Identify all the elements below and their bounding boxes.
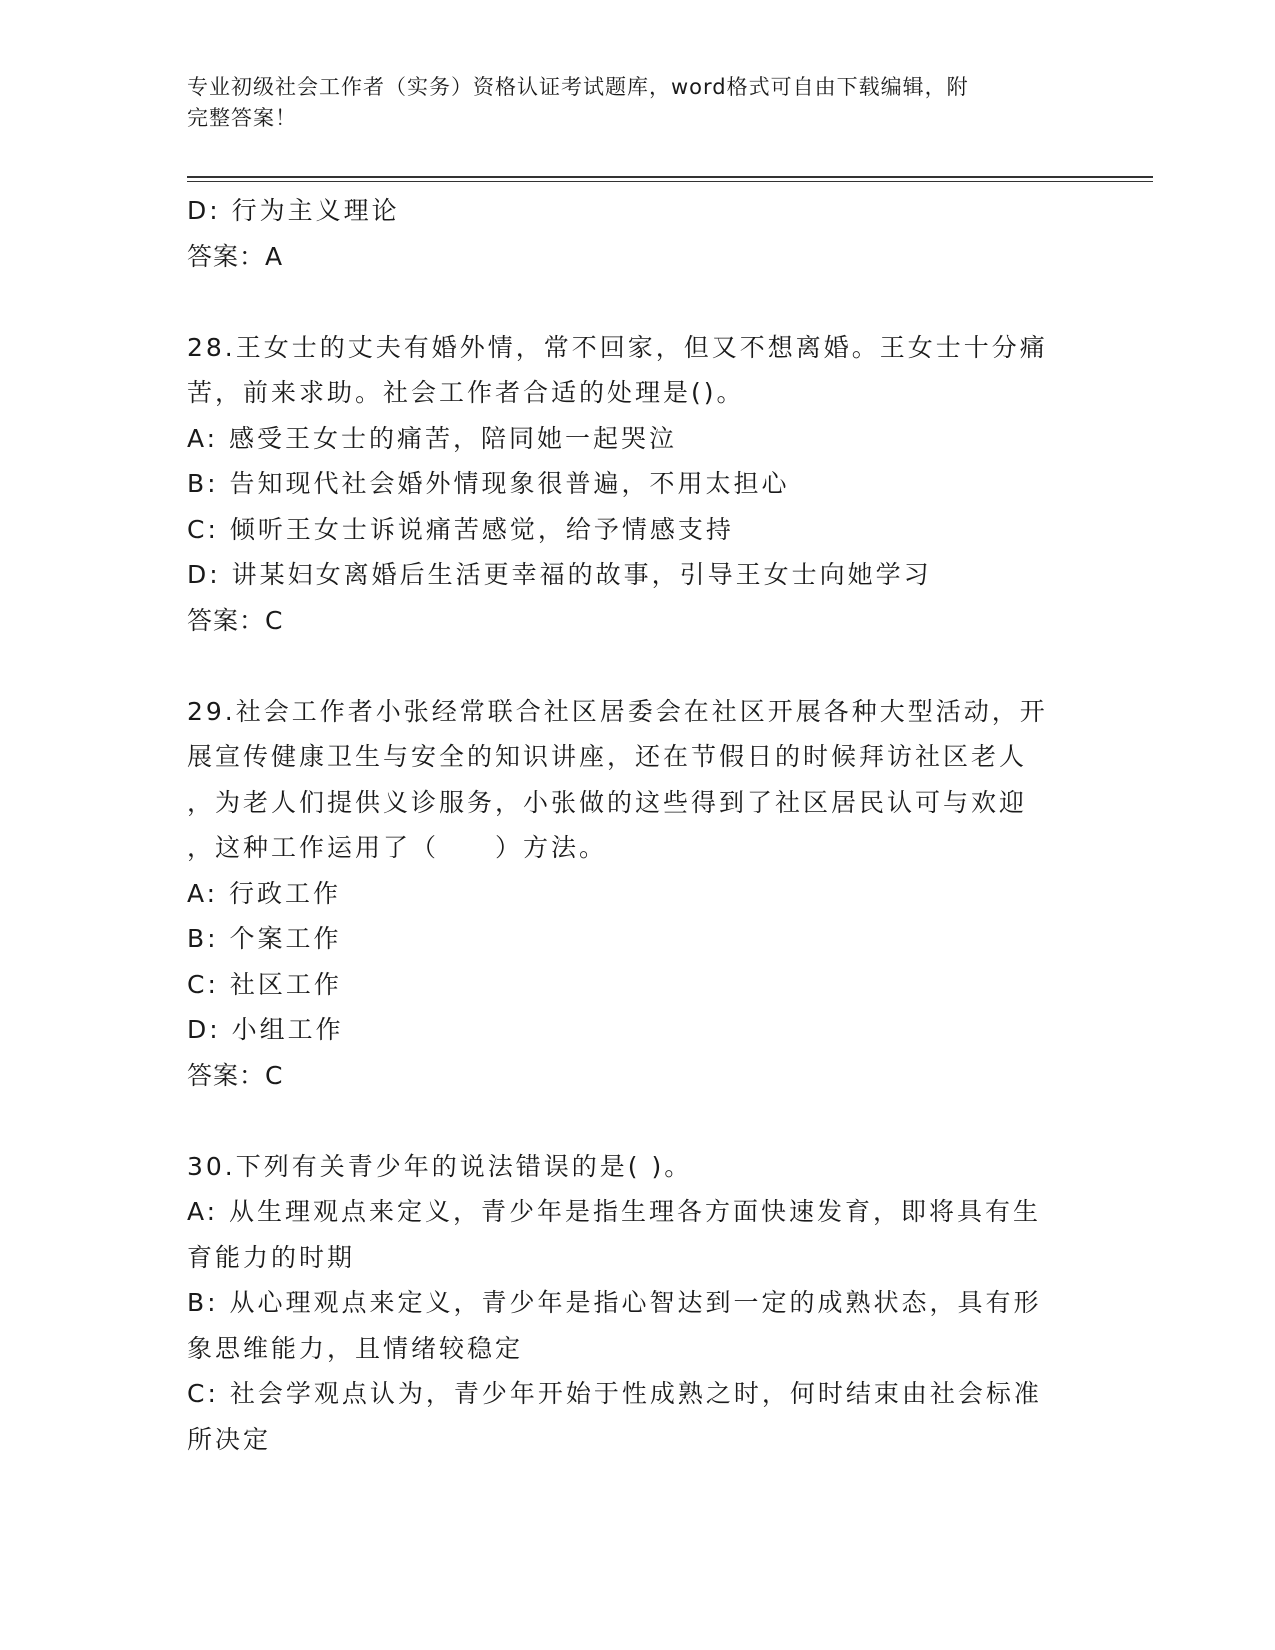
page-header	[187, 72, 1067, 134]
q30-option-b-line-2: 象思维能力，且情绪较稳定	[187, 1333, 524, 1363]
q30-option-a-line-1: A: 从生理观点来定义，青少年是指生理各方面快速发育，即将具有生	[187, 1197, 1042, 1226]
q29-answer: 答案：C	[187, 1060, 284, 1090]
question-28	[187, 325, 1087, 644]
q29-option-d: D: 小组工作	[187, 1015, 344, 1044]
spacer	[187, 279, 1087, 325]
q28-option-b: B: 告知现代社会婚外情现象很普遍，不用太担心	[187, 469, 790, 498]
prev-answer: 答案：A	[187, 241, 284, 271]
header-line-1: 专业初级社会工作者（实务）资格认证考试题库，word格式可自由下载编辑，附	[187, 75, 969, 99]
q30-option-a-line-2: 育能力的时期	[187, 1242, 356, 1272]
spacer	[187, 643, 1087, 689]
question-30	[187, 1144, 1087, 1463]
q30-stem-line-1: 30.下列有关青少年的说法错误的是( )。	[187, 1151, 693, 1181]
q28-option-a: A: 感受王女士的痛苦，陪同她一起哭泣	[187, 423, 678, 453]
q30-option-b-line-1: B: 从心理观点来定义，青少年是指心智达到一定的成熟状态，具有形	[187, 1288, 1042, 1317]
q29-stem-line-4: ，这种工作运用了（ ）方法。	[187, 833, 608, 862]
q29-stem-line-1: 29.社会工作者小张经常联合社区居委会在社区开展各种大型活动，开	[187, 696, 1048, 726]
q30-option-c-line-1: C: 社会学观点认为，青少年开始于性成熟之时，何时结束由社会标准	[187, 1379, 1042, 1408]
question-29	[187, 689, 1087, 1099]
header-divider	[187, 176, 1153, 182]
q28-option-d: D: 讲某妇女离婚后生活更幸福的故事，引导王女士向她学习	[187, 560, 932, 589]
question-content	[187, 188, 1087, 1462]
q29-option-b: B: 个案工作	[187, 924, 342, 953]
spacer	[187, 1098, 1087, 1144]
q28-stem-line-1: 28.王女士的丈夫有婚外情，常不回家，但又不想离婚。王女士十分痛	[187, 332, 1048, 362]
q28-answer: 答案：C	[187, 605, 284, 635]
q29-stem-line-3: ，为老人们提供义诊服务，小张做的这些得到了社区居民认可与欢迎	[187, 787, 1028, 817]
q29-option-c: C: 社区工作	[187, 969, 342, 999]
q29-option-a: A: 行政工作	[187, 878, 342, 908]
q29-stem-line-2: 展宣传健康卫生与安全的知识讲座，还在节假日的时候拜访社区老人	[187, 742, 1028, 771]
q28-stem-line-2: 苦，前来求助。社会工作者合适的处理是()。	[187, 378, 745, 407]
q28-option-c: C: 倾听王女士诉说痛苦感觉，给予情感支持	[187, 514, 734, 544]
q30-option-c-line-2: 所决定	[187, 1424, 272, 1454]
prev-option-d: D: 行为主义理论	[187, 196, 400, 225]
header-line-2: 完整答案！	[187, 106, 297, 130]
